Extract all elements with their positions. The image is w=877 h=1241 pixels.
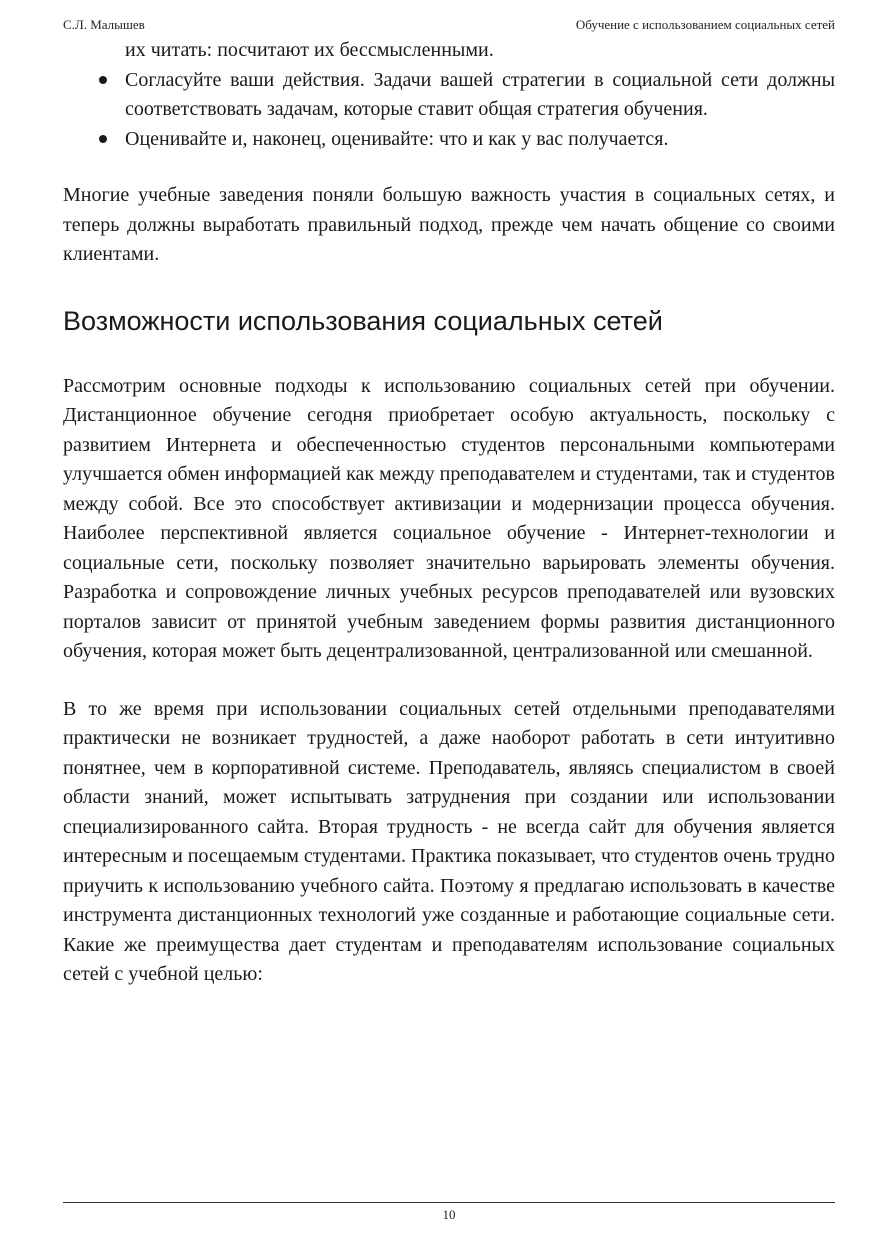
list-item-text: Оценивайте и, наконец, оценивайте: что и как у вас получается. xyxy=(125,127,669,150)
page-number: 10 xyxy=(442,1207,456,1222)
list-item-text: Согласуйте ваши действия. Задачи вашей стратегии в социальной сети должны соответствовать задачам, которые ставит общая стратегия обучения. xyxy=(125,68,835,120)
bullet-icon xyxy=(99,135,107,143)
section-heading: Возможности использования социальных сетей xyxy=(63,305,663,336)
bullet-icon xyxy=(99,76,107,84)
list-item xyxy=(125,125,835,155)
header-author: С.Л. Малышев xyxy=(63,17,145,32)
bullet-list xyxy=(63,36,835,154)
list-item xyxy=(125,66,835,125)
intro-paragraph: Многие учебные заведения поняли большую важность участия в социальных сетях, и теперь должны выработать правильный подход, прежде чем начать общение со своими клиентами. xyxy=(63,184,835,265)
body-paragraph: В то же время при использовании социальных сетей отдельными преподавателями практически не возникает трудностей, а даже наоборот работать в сети интуитивно понятнее, чем в корпоративной системе. Преподаватель, являясь специалистом в своей области знаний, может испытывать затруднения при создании или использовании специализированного сайта. Вторая трудность - не всегда сайт для обучения является интересным и посещаемым студентами. Практика показывает, что студентов очень трудно приучить к использованию учебного сайта. Поэтому я предлагаю использовать в качестве инструмента дистанционных технологий уже созданные и работающие социальные сети. Какие же преимущества дает студентам и преподавателям использование социальных сетей с учебной целью: xyxy=(63,697,835,985)
footer-divider xyxy=(63,1202,835,1203)
running-header xyxy=(63,16,835,34)
body-paragraph: Рассмотрим основные подходы к использованию социальных сетей при обучении. Дистанционное обучение сегодня приобретает особую актуальность, поскольку с развитием Интернета и обеспеченностью студентов персональными компьютерами улучшается обмен информацией как между преподавателем и студентами, так и студентов между собой. Все это способствует активизации и модернизации процесса обучения. Наиболее перспективной является социальное обучение - Интернет-технологии и социальные сети, поскольку позволяет значительно варьировать элементы обучения. Разработка и сопровождение личных учебных ресурсов преподавателей или вузовских порталов зависит от принятой учебным заведением формы развития дистанционного обучения, которая может быть децентрализованной, централизованной или смешанной. xyxy=(63,374,835,662)
header-document-title: Обучение с использованием социальных сетей xyxy=(575,17,835,32)
list-item xyxy=(125,36,835,66)
list-item-text: их читать: посчитают их бессмысленными. xyxy=(125,39,494,61)
page-content xyxy=(63,36,835,990)
document-page xyxy=(63,0,835,1241)
